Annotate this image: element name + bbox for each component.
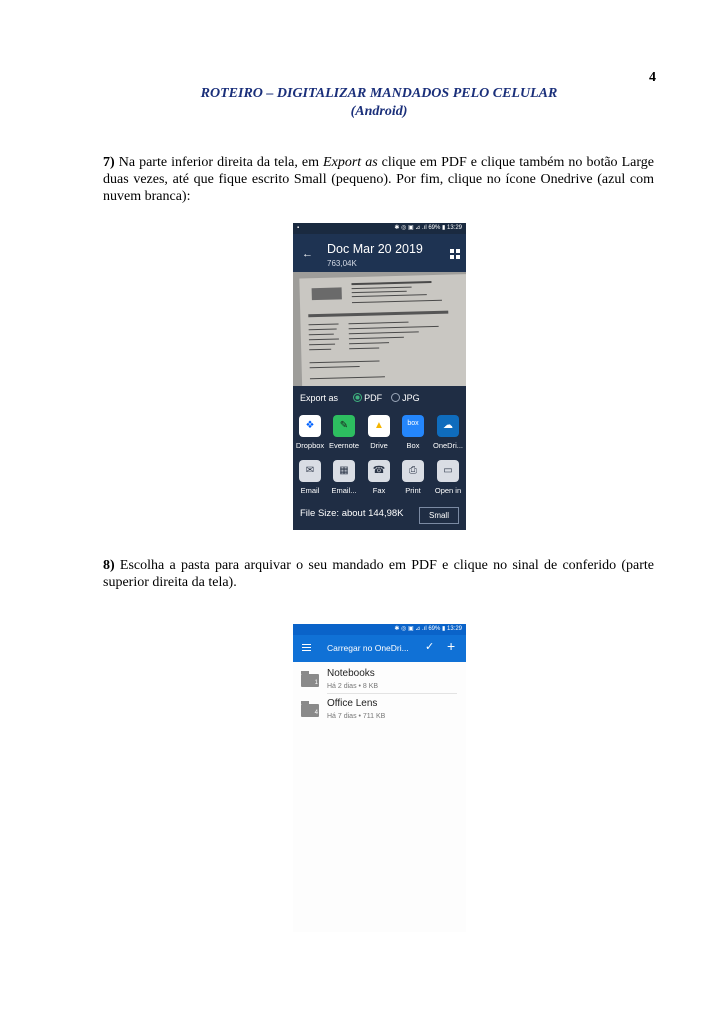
openin-icon: ▭ bbox=[437, 460, 459, 482]
step-8-number: 8) bbox=[103, 558, 115, 573]
evernote-icon: ✎ bbox=[333, 415, 355, 437]
document-name: Doc Mar 20 2019 bbox=[327, 242, 423, 256]
share-target-drive[interactable] bbox=[362, 415, 396, 450]
office-lens-export-screenshot bbox=[293, 223, 466, 530]
share-target-fax[interactable] bbox=[362, 460, 396, 495]
share-target-label: Drive bbox=[370, 441, 388, 450]
notification-icon: ▪ bbox=[297, 225, 300, 231]
step-7-italic: Export as bbox=[323, 155, 378, 170]
share-target-print[interactable] bbox=[396, 460, 430, 495]
step-8-paragraph bbox=[103, 557, 654, 591]
share-target-dropbox[interactable] bbox=[293, 415, 327, 450]
hamburger-menu-icon[interactable] bbox=[302, 644, 311, 652]
scanned-document-preview bbox=[293, 272, 466, 386]
share-target-email[interactable] bbox=[327, 460, 361, 495]
scanned-page-image bbox=[299, 274, 466, 386]
fax-icon: ☎ bbox=[368, 460, 390, 482]
folder-icon: 4 bbox=[301, 704, 319, 717]
radio-selected-icon bbox=[353, 393, 362, 402]
onedrive-header bbox=[293, 635, 466, 662]
step-7-text-b: clique em PDF e clique também no botão Large duas vezes, até que fique escrito Small (pequeno). Por fim, clique no ícone Onedrive (azul com nuvem branca): bbox=[103, 155, 654, 204]
share-target-box[interactable] bbox=[396, 415, 430, 450]
step-8-text: Escolha a pasta para arquivar o seu mandado em PDF e clique no sinal de conferido (parte superior direita da tela). bbox=[103, 558, 654, 590]
step-7-text-a: Na parte inferior direita da tela, em bbox=[114, 155, 324, 170]
document-size: 763,04K bbox=[327, 259, 357, 268]
checkmark-icon[interactable]: ✓ bbox=[425, 641, 435, 653]
share-target-label: Evernote bbox=[328, 441, 360, 450]
status-indicators: ✱ ◎ ▣ ⊿ .ıl 69% ▮ 13:29 bbox=[394, 225, 462, 231]
export-as-label: Export as bbox=[300, 393, 339, 403]
upload-title: Carregar no OneDri... bbox=[327, 643, 409, 653]
status-indicators: ✱ ◎ ▣ ⊿ .ıl 69% ▮ 13:29 bbox=[394, 626, 462, 632]
app-header bbox=[293, 234, 466, 272]
share-target-label: Email bbox=[300, 486, 320, 495]
share-target-label: Dropbox bbox=[295, 441, 325, 450]
back-arrow-icon[interactable]: ← bbox=[302, 248, 313, 260]
drive-icon: ▲ bbox=[368, 415, 390, 437]
divider bbox=[327, 693, 457, 694]
share-target-label: Fax bbox=[372, 486, 386, 495]
share-target-label: Box bbox=[406, 441, 420, 450]
pdf-option[interactable]: PDF bbox=[353, 393, 383, 403]
export-panel bbox=[293, 386, 466, 530]
file-size-text: File Size: about 144,98K bbox=[300, 508, 404, 519]
folder-name: Notebooks bbox=[327, 668, 375, 679]
email-icon: ▦ bbox=[333, 460, 355, 482]
folder-meta: Há 2 dias • 8 KB bbox=[327, 683, 379, 690]
onedrive-upload-screenshot bbox=[293, 624, 466, 932]
folder-name: Office Lens bbox=[327, 698, 378, 709]
onedri-icon: ☁ bbox=[437, 415, 459, 437]
share-target-label: Email... bbox=[331, 486, 357, 495]
jpg-option[interactable]: JPG bbox=[391, 393, 420, 403]
status-bar bbox=[293, 624, 466, 635]
share-target-label: Open in bbox=[434, 486, 462, 495]
share-target-label: Print bbox=[405, 486, 421, 495]
print-icon: ⎙ bbox=[402, 460, 424, 482]
document-title: ROTEIRO – DIGITALIZAR MANDADOS PELO CELULAR bbox=[200, 86, 558, 101]
document-subtitle: (Android) bbox=[350, 104, 408, 119]
status-bar bbox=[293, 223, 466, 234]
page-number: 4 bbox=[649, 70, 656, 85]
grid-view-icon[interactable] bbox=[450, 249, 460, 259]
folder-meta: Há 7 dias • 711 KB bbox=[327, 713, 386, 720]
export-format-row bbox=[300, 393, 465, 407]
share-target-onedri[interactable] bbox=[431, 415, 465, 450]
size-toggle-button[interactable]: Small bbox=[419, 507, 459, 524]
share-target-email[interactable] bbox=[293, 460, 327, 495]
share-target-evernote[interactable] bbox=[327, 415, 361, 450]
radio-unselected-icon bbox=[391, 393, 400, 402]
box-icon: box bbox=[402, 415, 424, 437]
folder-icon: 1 bbox=[301, 674, 319, 687]
step-7-paragraph bbox=[103, 154, 654, 205]
share-target-openin[interactable] bbox=[431, 460, 465, 495]
folder-item-office-lens[interactable] bbox=[301, 696, 466, 726]
step-7-number: 7) bbox=[103, 155, 115, 170]
email-icon: ✉ bbox=[299, 460, 321, 482]
add-folder-icon[interactable]: + bbox=[447, 638, 456, 654]
share-target-label: OneDri... bbox=[432, 441, 463, 450]
folder-item-notebooks[interactable] bbox=[301, 666, 466, 696]
dropbox-icon: ❖ bbox=[299, 415, 321, 437]
